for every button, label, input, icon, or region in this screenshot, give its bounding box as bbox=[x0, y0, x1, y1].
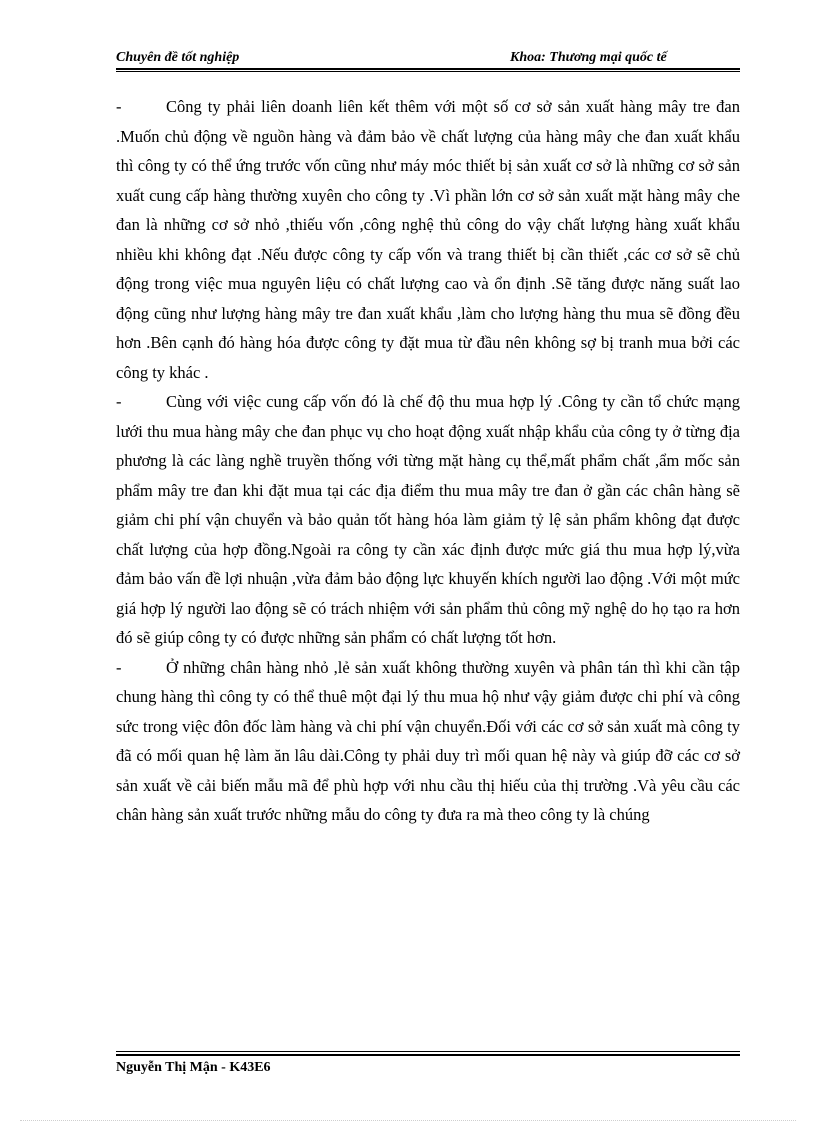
page-edge-dotted-line bbox=[20, 1120, 796, 1121]
header-rule-thin bbox=[116, 71, 740, 72]
paragraph-text: Cùng với việc cung cấp vốn đó là chế độ thu mua hợp lý .Công ty cần tổ chức mạng lưới thu mua hàng mây che đan phục vụ cho hoạt động xuất nhập khẩu của công ty ở từng địa phương là các làng nghề truyền thống với từng mặt hàng cụ thể,mất phẩm chất ,ẩm mốc sản phẩm mây tre đan khi đặt mua tại các địa điểm thu mua mây tre đan ở gần các chân hàng sẽ giảm chi phí vận chuyển và bảo quản tốt hàng hóa làm giảm tỷ lệ sản phẩm không đạt được chất lượng của hợp đồng.Ngoài ra công ty cần xác định được mức giá thu mua hợp lý,vừa đảm bảo vấn đề lợi nhuận ,vừa đảm bảo động lực khuyến khích người lao động .Với một mức giá hợp lý người lao động sẽ có trách nhiệm với sản phẩm thủ công mỹ nghệ do họ tạo ra hơn đó sẽ giúp công ty có được những sản phẩm có chất lượng tốt hơn. bbox=[116, 392, 740, 647]
header-thesis-title: Chuyên đề tốt nghiệp bbox=[116, 50, 240, 65]
page-header bbox=[116, 48, 740, 70]
bullet-dash: - bbox=[116, 97, 122, 116]
footer-rule-thin bbox=[116, 1051, 740, 1052]
body-content bbox=[116, 92, 740, 830]
paragraph-text: Công ty phải liên doanh liên kết thêm với một số cơ sở sản xuất hàng mây tre đan .Muốn chủ động về nguồn hàng và đảm bảo về chất lượng của hàng mây che đan xuất khẩu thì công ty có thể ứng trước vốn cũng như máy móc thiết bị sản xuất cơ sở là những cơ sở sản xuất cung cấp hàng thường xuyên cho công ty .Vì phần lớn cơ sở sản xuất mặt hàng mây che đan là những cơ sở nhỏ ,thiếu vốn ,công nghệ thủ công do vậy chất lượng hàng xuất khẩu nhiều khi không đạt .Nếu được công ty cấp vốn và trang thiết bị cần thiết ,các cơ sở sẽ chủ động trong việc mua nguyên liệu có chất lượng cao và ổn định .Sẽ tăng được năng suất lao động cũng như lượng hàng mây tre đan xuất khẩu ,làm cho lượng hàng thu mua sẽ đồng đều hơn .Bên cạnh đó hàng hóa được công ty đặt mua từ đầu nên không sợ bị tranh mua bởi các công ty khác . bbox=[116, 97, 740, 382]
paragraph-text: Ở những chân hàng nhỏ ,lẻ sản xuất không thường xuyên và phân tán thì khi cần tập chung hàng thì công ty có thể thuê một đại lý thu mua hộ như vậy giảm được chi phí và công sức trong việc đôn đốc làm hàng và chi phí vận chuyển.Đối với các cơ sở sản xuất mà công ty đã có mối quan hệ làm ăn lâu dài.Công ty phải duy trì mối quan hệ này và giúp đỡ các cơ sở sản xuất về cải biến mẫu mã để phù hợp với nhu cầu thị hiếu của thị trường .Và yêu cầu các chân hàng sản xuất trước những mẫu do công ty đưa ra mà theo công ty là chúng bbox=[116, 657, 740, 824]
header-rule-thick bbox=[116, 68, 740, 70]
bullet-dash: - bbox=[116, 392, 122, 411]
footer-author: Nguyễn Thị Mận - K43E6 bbox=[116, 1060, 271, 1075]
header-faculty: Khoa: Thương mại quốc tế bbox=[510, 50, 667, 65]
paragraph-1 bbox=[116, 92, 740, 387]
paragraph-3 bbox=[116, 653, 740, 830]
paragraph-2 bbox=[116, 387, 740, 653]
bullet-dash: - bbox=[116, 657, 122, 677]
footer-rule-thick bbox=[116, 1054, 740, 1056]
